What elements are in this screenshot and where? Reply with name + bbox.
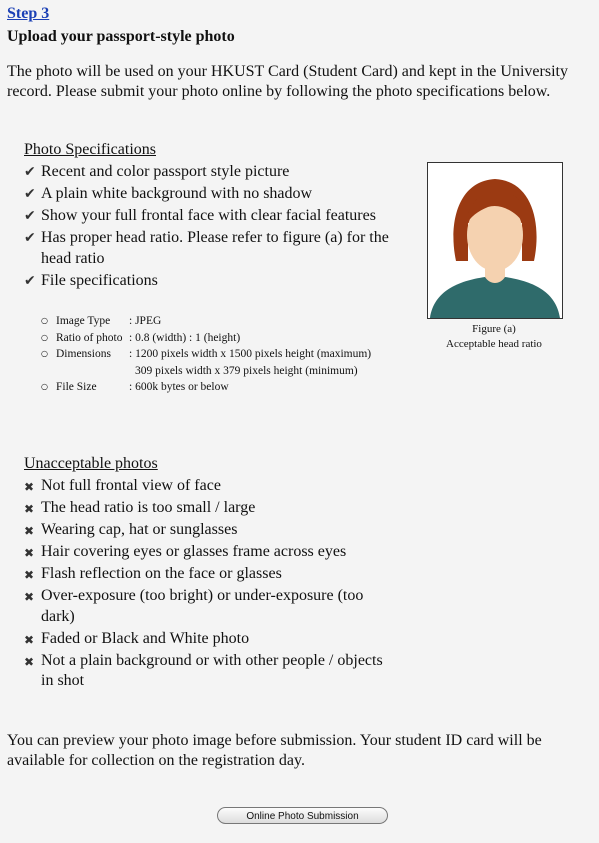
step-heading: Upload your passport-style photo <box>7 28 235 45</box>
figure-caption: Figure (a) Acceptable head ratio <box>446 323 542 350</box>
check-icon: ✔ <box>24 164 36 180</box>
file-specifications <box>42 313 392 396</box>
unacceptable-item: ✖ Flash reflection on the face or glasses <box>24 564 394 585</box>
circle-bullet-icon: ○ <box>41 382 48 391</box>
circle-bullet-icon: ○ <box>41 332 48 342</box>
cross-icon: ✖ <box>24 524 35 538</box>
file-spec-row: ○ Image Type : JPEG <box>42 313 392 330</box>
cross-icon: ✖ <box>24 568 35 582</box>
unacceptable-item: ✖ The head ratio is too small / large <box>24 498 394 519</box>
unacceptable-item: ✖ Over-exposure (too bright) or under-exposure (too dark) <box>24 587 364 625</box>
spec-item: ✔ Has proper head ratio. Please refer to figure (a) for the head ratio <box>24 229 389 267</box>
unacceptable-title: Unacceptable photos <box>24 455 158 472</box>
unacceptable-item: ✖ Hair covering eyes or glasses frame across eyes <box>24 542 394 563</box>
spec-item: ✔ File specifications <box>24 271 394 292</box>
circle-bullet-icon: ○ <box>41 349 48 358</box>
cross-icon: ✖ <box>24 546 35 560</box>
step-link[interactable]: Step 3 <box>7 5 50 22</box>
figure-head-ratio <box>427 162 563 319</box>
spec-item: ✔ Recent and color passport style picture <box>24 162 394 183</box>
person-silhouette-icon <box>428 163 562 318</box>
specifications-list <box>24 162 394 293</box>
cross-icon: ✖ <box>24 502 35 516</box>
file-spec-row: ○ Ratio of photo : 0.8 (width) : 1 (height) <box>42 330 392 347</box>
spec-item: ✔ Show your full frontal face with clear facial features <box>24 206 394 227</box>
cross-icon: ✖ <box>24 632 35 647</box>
outro-text: You can preview your photo image before submission. Your student ID card will be available for collection on the registration day. <box>7 732 542 769</box>
check-icon: ✔ <box>24 208 36 224</box>
unacceptable-item: ✖ Faded or Black and White photo <box>24 629 394 650</box>
check-icon: ✔ <box>24 186 36 202</box>
spec-item: ✔ A plain white background with no shadow <box>24 184 394 205</box>
check-icon: ✔ <box>24 272 36 289</box>
cross-icon: ✖ <box>24 590 35 604</box>
check-icon: ✔ <box>24 230 36 246</box>
file-spec-row: ○ Dimensions : 1200 pixels width x 1500 pixels height (maximum) 309 pixels width x 379 pixels height (minimum) <box>41 348 372 377</box>
cross-icon: ✖ <box>24 480 35 494</box>
online-photo-submission-button[interactable]: Online Photo Submission <box>217 807 388 824</box>
unacceptable-item: ✖ Not a plain background or with other people / objects in shot <box>24 651 383 689</box>
unacceptable-item: ✖ Wearing cap, hat or sunglasses <box>24 520 394 541</box>
specifications-title: Photo Specifications <box>24 141 156 158</box>
unacceptable-list <box>24 476 394 693</box>
cross-icon: ✖ <box>24 654 35 669</box>
file-spec-row: ○ File Size : 600k bytes or below <box>42 379 392 396</box>
intro-text: The photo will be used on your HKUST Card (Student Card) and kept in the University record. Please submit your photo online by following the photo specifications below. <box>7 63 568 100</box>
unacceptable-item: ✖ Not full frontal view of face <box>24 476 394 497</box>
circle-bullet-icon: ○ <box>41 316 48 325</box>
